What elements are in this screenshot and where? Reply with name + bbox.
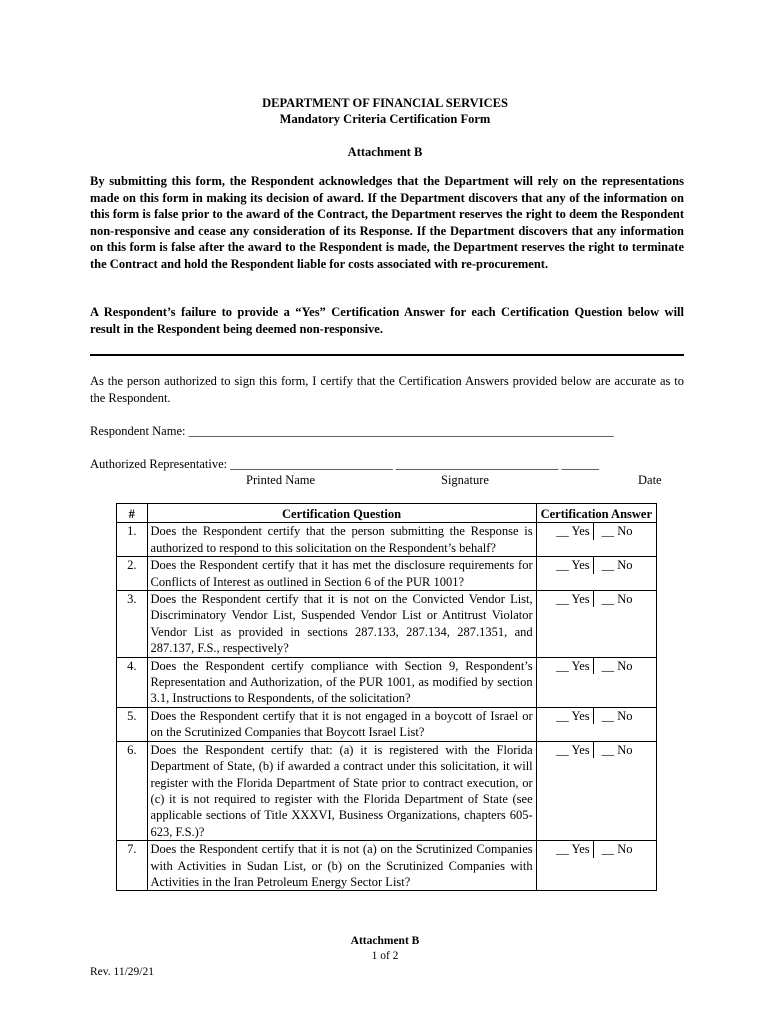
- answer-no-option[interactable]: __ No: [601, 708, 633, 723]
- header-number: #: [117, 504, 148, 523]
- answer-yes-option[interactable]: __ Yes: [540, 523, 594, 539]
- answer-cell: [536, 841, 656, 891]
- signature-label: Signature: [441, 473, 489, 487]
- question-number: 3.: [117, 591, 148, 658]
- table-row: [117, 557, 657, 591]
- answer-no-option[interactable]: __ No: [601, 524, 633, 539]
- certification-table: [116, 503, 657, 891]
- question-text: Does the Respondent certify that it has met the disclosure requirements for Conflicts of Interest as outlined in Section 6 of the PUR 1001?: [147, 557, 536, 591]
- date-label: Date: [638, 473, 662, 487]
- intro-paragraph: By submitting this form, the Respondent acknowledges that the Department will rely on the representations made on this form in making its decision of award. If the Department discovers that any of the information on this form is false prior to the award of the Contract, the Department reserves the right to deem the Respondent non-responsive and cease any consideration of its Response. If the Department discovers that any information on this form is false after the award to the Respondent is made, the Department reserves the right to terminate the Contract and hold the Respondent liable for costs associated with re-procurement.: [90, 174, 684, 271]
- answer-cell: [536, 741, 656, 840]
- question-number: 5.: [117, 707, 148, 741]
- question-number: 7.: [117, 841, 148, 891]
- table-header-row: [117, 504, 657, 523]
- answer-yes-option[interactable]: __ Yes: [540, 557, 594, 573]
- question-number: 4.: [117, 657, 148, 707]
- department-title: DEPARTMENT OF FINANCIAL SERVICES: [262, 96, 508, 110]
- question-number: 1.: [117, 523, 148, 557]
- question-text: Does the Respondent certify compliance with Section 9, Respondent’s Representation and Authorization, of the PUR 1001, as modified by section 3.1, Instructions to Respondents, of the solicitation?: [147, 657, 536, 707]
- header-question: Certification Question: [147, 504, 536, 523]
- header-answer: Certification Answer: [536, 504, 656, 523]
- answer-no-option[interactable]: __ No: [601, 658, 633, 673]
- authorized-representative-field[interactable]: Authorized Representative: __________________________ __________________________ ______: [90, 457, 599, 471]
- form-title: Mandatory Criteria Certification Form: [279, 112, 491, 126]
- answer-no-option[interactable]: __ No: [601, 558, 633, 573]
- warning-paragraph: A Respondent’s failure to provide a “Yes” Certification Answer for each Certification Question below will result in the Respondent being deemed non-responsive.: [90, 305, 684, 336]
- page-number: 1 of 2: [371, 950, 399, 962]
- respondent-name-field[interactable]: Respondent Name: ____________________________________________________________________: [90, 424, 614, 438]
- answer-yes-option[interactable]: __ Yes: [540, 708, 594, 724]
- question-number: 2.: [117, 557, 148, 591]
- answer-yes-option[interactable]: __ Yes: [540, 591, 594, 607]
- table-row: [117, 741, 657, 840]
- answer-no-option[interactable]: __ No: [601, 842, 633, 857]
- footer-attachment: Attachment B: [350, 935, 420, 947]
- answer-cell: [536, 557, 656, 591]
- answer-yes-option[interactable]: __ Yes: [540, 742, 594, 758]
- question-text: Does the Respondent certify that it is not on the Convicted Vendor List, Discriminatory Vendor List, Suspended Vendor List or Antitrust Violator Vendor List as provided in sections 287.133, 287.134, 287.1351, and 287.137, F.S., respectively?: [147, 591, 536, 658]
- answer-cell: [536, 707, 656, 741]
- answer-no-option[interactable]: __ No: [601, 592, 633, 607]
- revision-date: Rev. 11/29/21: [90, 966, 154, 978]
- question-text: Does the Respondent certify that the person submitting the Response is authorized to respond to this solicitation on the Respondent’s behalf?: [147, 523, 536, 557]
- answer-cell: [536, 591, 656, 658]
- table-row: [117, 841, 657, 891]
- question-text: Does the Respondent certify that: (a) it is registered with the Florida Department of State, (b) if awarded a contract under this solicitation, it will register with the Florida Department of State prior to contract execution, or (c) it is not required to register with the Florida Department of State (see applicable sections of Title XXXVI, Business Organizations, chapters 605-623, F.S.)?: [147, 741, 536, 840]
- question-text: Does the Respondent certify that it is not engaged in a boycott of Israel or on the Scrutinized Companies that Boycott Israel List?: [147, 707, 536, 741]
- table-row: [117, 523, 657, 557]
- certify-statement: As the person authorized to sign this form, I certify that the Certification Answers provided below are accurate as to the Respondent.: [90, 374, 684, 405]
- answer-yes-option[interactable]: __ Yes: [540, 658, 594, 674]
- answer-cell: [536, 523, 656, 557]
- question-text: Does the Respondent certify that it is not (a) on the Scrutinized Companies with Activities in Sudan List, or (b) on the Scrutinized Companies with Activities in the Iran Petroleum Energy Sector List?: [147, 841, 536, 891]
- table-row: [117, 707, 657, 741]
- section-divider: [90, 354, 684, 356]
- question-number: 6.: [117, 741, 148, 840]
- table-row: [117, 591, 657, 658]
- attachment-label: Attachment B: [347, 145, 423, 159]
- answer-no-option[interactable]: __ No: [601, 742, 633, 757]
- answer-cell: [536, 657, 656, 707]
- answer-yes-option[interactable]: __ Yes: [540, 841, 594, 857]
- table-row: [117, 657, 657, 707]
- printed-name-label: Printed Name: [246, 473, 316, 487]
